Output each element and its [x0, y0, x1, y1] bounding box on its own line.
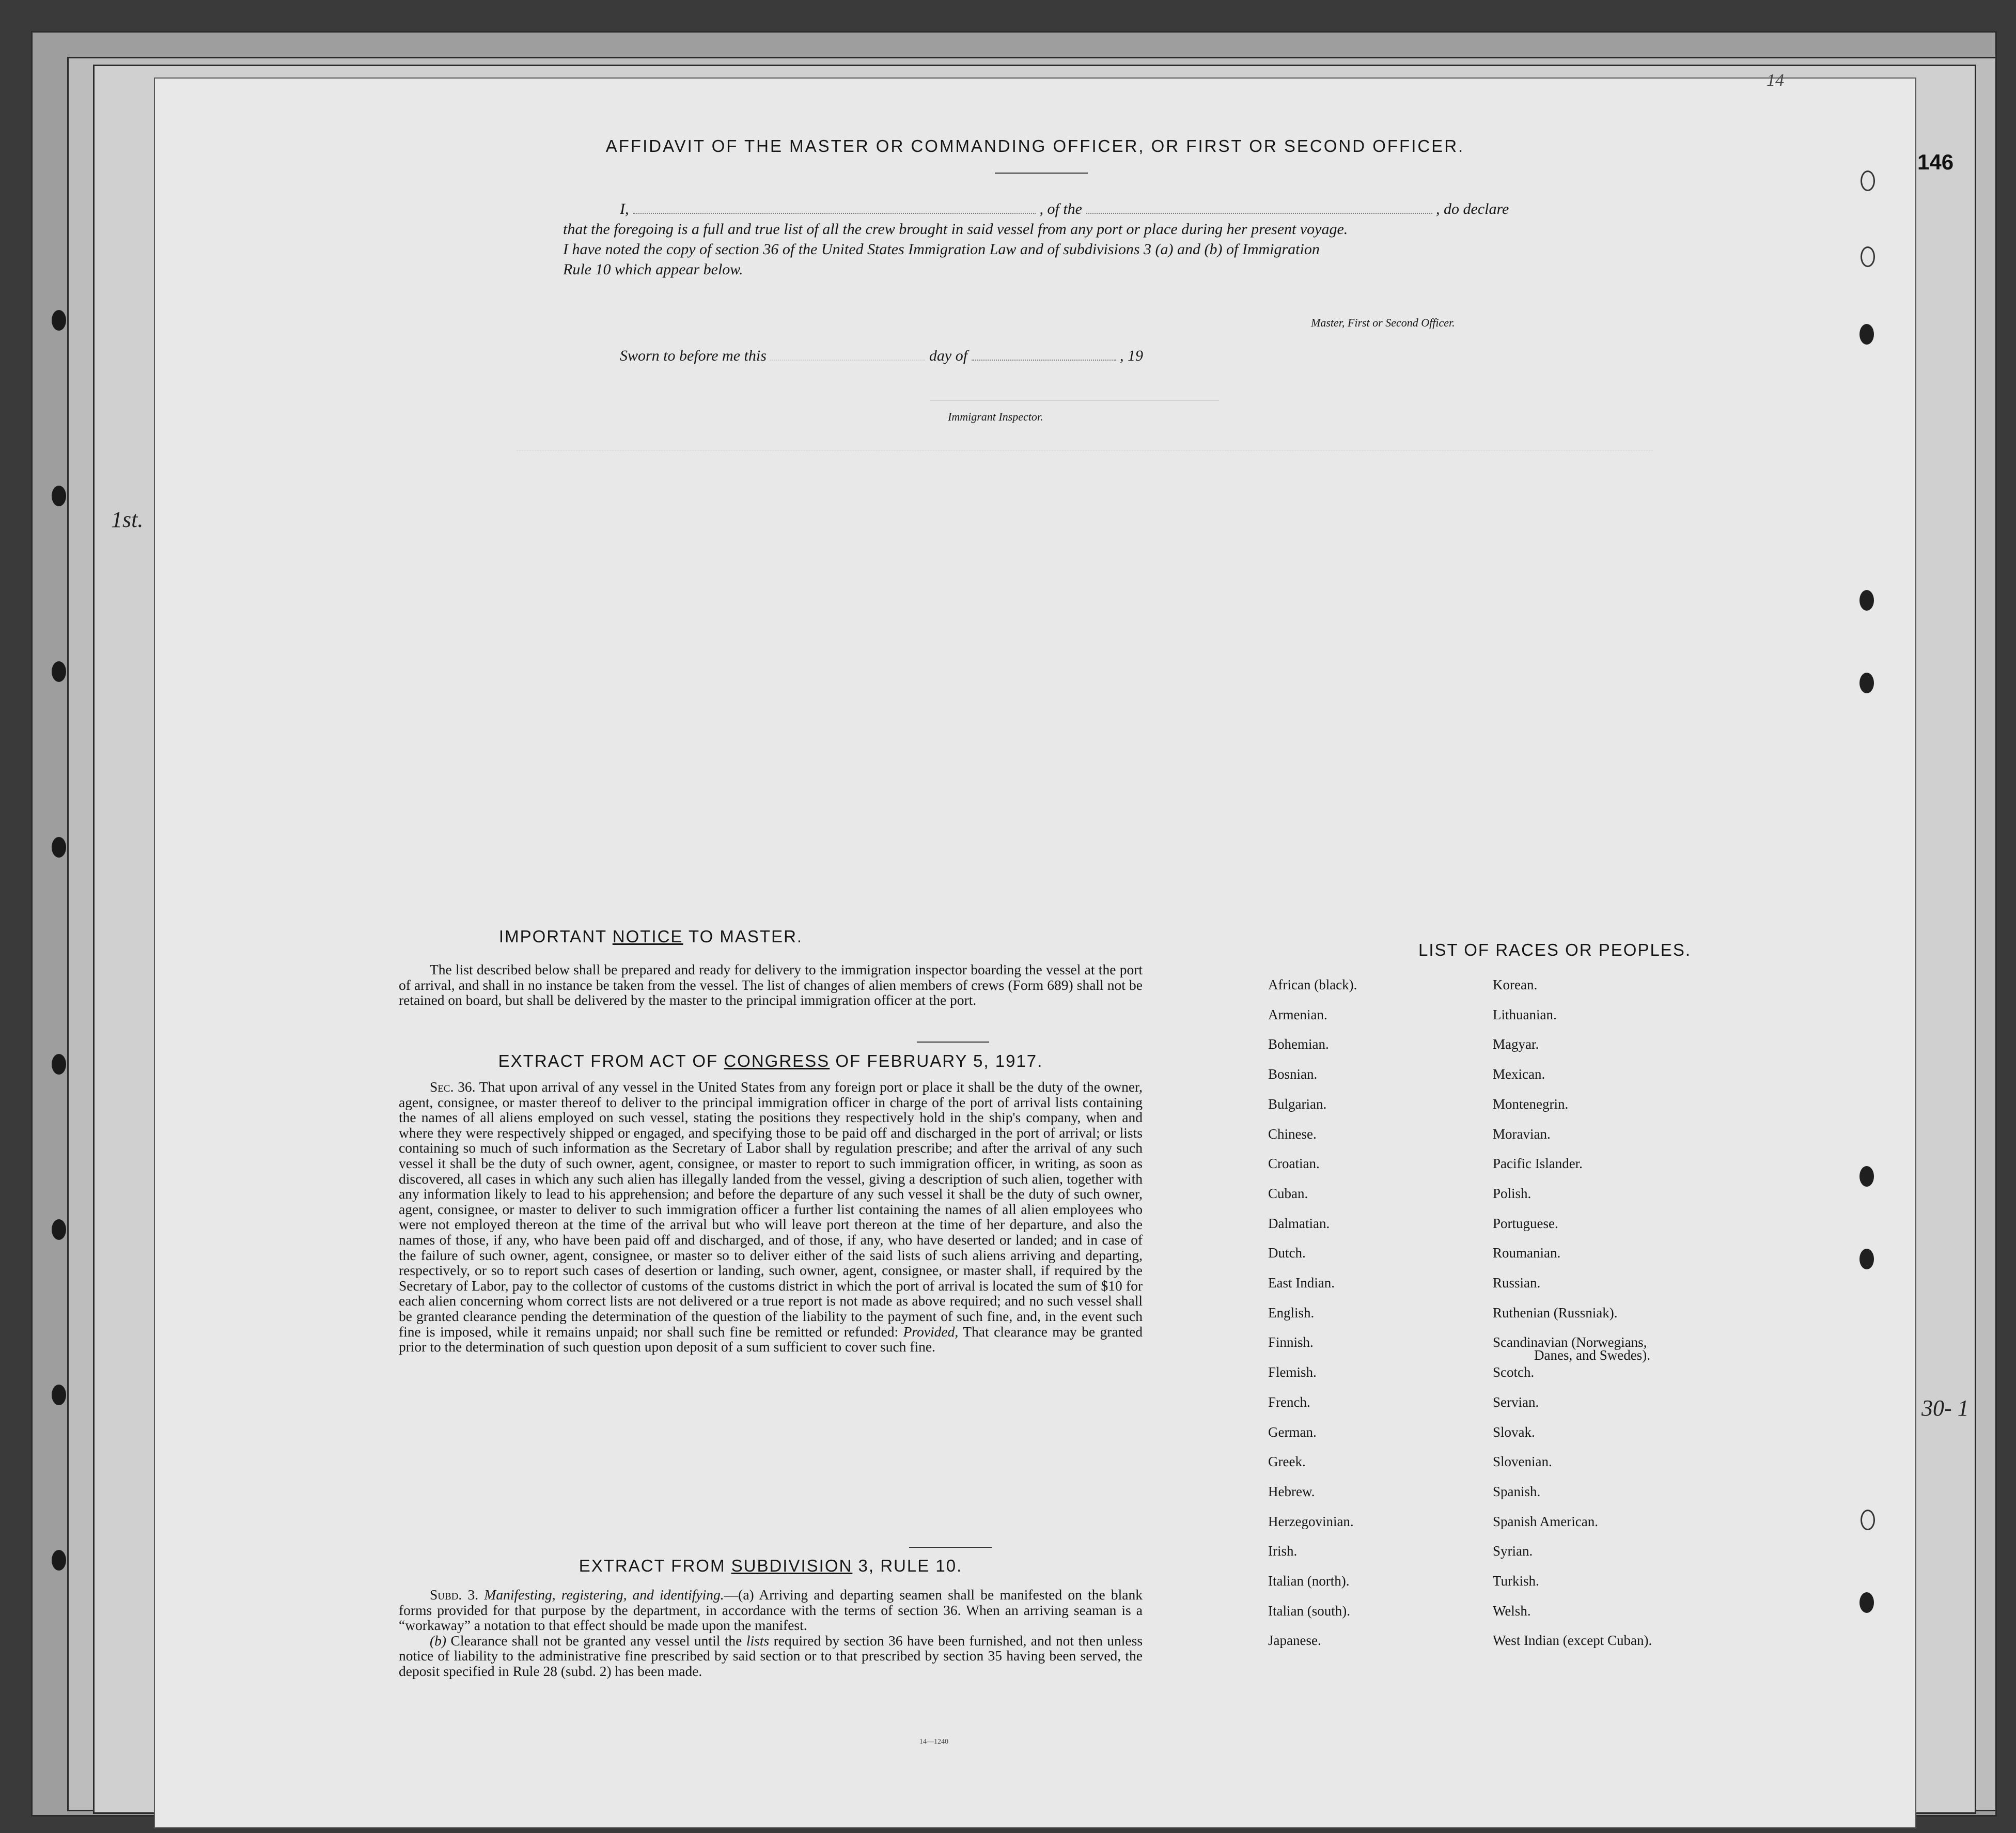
act-title: EXTRACT FROM ACT OF CONGRESS OF FEBRUARY 5, 1917.: [498, 1051, 1043, 1070]
subd-label: Subd. 3.: [430, 1587, 479, 1603]
title-rule: [995, 173, 1088, 174]
races-title: LIST OF RACES OR PEOPLES.: [1418, 940, 1692, 959]
declaration-line-2: that the foregoing is a full and true list of all the crew brought in said vessel from any port or place during her present voyage.: [563, 221, 1348, 238]
race-item: Moravian.: [1493, 1126, 1551, 1142]
affidavit-title: AFFIDAVIT OF THE MASTER OR COMMANDING OFFICER, OR FIRST OR SECOND OFFICER.: [605, 136, 1465, 156]
declaration-of: , of the: [1039, 200, 1082, 218]
race-item: Ruthenian (Russniak).: [1493, 1304, 1618, 1321]
provided-word: Provided,: [903, 1323, 959, 1340]
race-item: Turkish.: [1493, 1573, 1539, 1589]
name-blank: [633, 213, 1036, 214]
race-item: Polish.: [1493, 1185, 1531, 1201]
binding-hole: [52, 661, 66, 682]
race-item: Slovak.: [1493, 1424, 1535, 1440]
sworn-line: [620, 347, 1143, 365]
race-item: Spanish American.: [1493, 1513, 1598, 1529]
binding-hole: [1859, 590, 1874, 611]
race-item: Chinese.: [1268, 1126, 1317, 1142]
race-item: Bulgarian.: [1268, 1096, 1327, 1112]
race-item: Dutch.: [1268, 1245, 1306, 1261]
race-item: Italian (south).: [1268, 1603, 1350, 1619]
binding-hole: [52, 1385, 66, 1405]
act-section-36-text: Sec. 36. That upon arrival of any vessel in the United States from any foreign port or place it shall be the duty of the owner, agent, consignee, or master thereof to deliver to the principal immigration officer in charge of the port of arrival lists containing the names of all aliens employed on such vessel, stating the positions they respectively hold in the ship's company, when and where they were respectively shipped or engaged, and specifying those to be paid off and discharged in the port of arrival; or lists containing so much of such information as the Secretary of Labor shall by regulation prescribe; and after the arrival of any such vessel it shall be the duty of such owner, agent, consignee, or master to report to such immigration officer, in writing, as soon as discovered, all cases in which any such alien has illegally landed from the vessel, giving a description of such alien, together with any information likely to lead to his apprehension; and before the departure of any such vessel it shall be the duty of such owner, agent, consignee, or master to deliver to such immigration officer a further list containing the names of all alien employees who were not employed thereon at the time of the arrival but who will leave port thereon at the time of her departure, and also the names of those, if any, who have been paid off and discharged, and of those, if any, who have deserted or landed; and in case of the failure of such owner, agent, consignee, or master so to deliver either of the said lists of such aliens arriving and departing, respectively, or so to report such cases of desertion or landing, such owner, agent, consignee, or master shall, if required by the Secretary of Labor, pay to the collector of customs of the customs district in which the port of arrival is located the sum of $10 for each alien concerning whom correct lists are not delivered or a true report is not made as above required; and no such vessel shall be granted clearance pending the determination of the question of the liability to the payment of such fine, and, in the event such fine is imposed, while it remains unpaid; nor shall such fine be remitted or refunded: Provided, That clearance may be granted prior to the determination of such question upon deposit of a sum sufficient to cover such fine.: [399, 1079, 1143, 1355]
binding-hole: [52, 310, 66, 331]
race-item: Roumanian.: [1493, 1245, 1561, 1261]
race-item: Servian.: [1493, 1394, 1539, 1410]
race-item: Hebrew.: [1268, 1483, 1315, 1499]
race-item: Mexican.: [1493, 1066, 1545, 1082]
binding-hole: [1861, 170, 1875, 191]
declaration-i: I,: [620, 200, 629, 218]
race-item: French.: [1268, 1394, 1310, 1410]
declaration-line-3: I have noted the copy of section 36 of the United States Immigration Law and of subdivisions 3 (a) and (b) of Immigration: [563, 241, 1320, 258]
page-number-stamp: 146: [1917, 150, 1954, 174]
race-item: Irish.: [1268, 1543, 1298, 1559]
binding-hole: [1861, 1510, 1875, 1530]
sec-label: Sec. 36.: [430, 1079, 476, 1095]
binding-hole: [1859, 324, 1874, 345]
race-item: Armenian.: [1268, 1006, 1327, 1022]
margin-note-right: 30- 1: [1921, 1395, 1969, 1421]
binding-hole: [52, 1219, 66, 1240]
race-item: Flemish.: [1268, 1364, 1317, 1380]
race-item: Lithuanian.: [1493, 1006, 1557, 1022]
declaration-line-4: Rule 10 which appear below.: [563, 261, 743, 278]
race-item: Bohemian.: [1268, 1036, 1329, 1052]
master-signature-label: Master, First or Second Officer.: [1311, 316, 1455, 329]
race-item: Montenegrin.: [1493, 1096, 1569, 1112]
race-item: Cuban.: [1268, 1185, 1308, 1201]
race-item: Portuguese.: [1493, 1215, 1558, 1231]
rule10-title: EXTRACT FROM SUBDIVISION 3, RULE 10.: [579, 1556, 963, 1575]
race-item: Finnish.: [1268, 1334, 1314, 1350]
sworn-text: Sworn to before me this: [620, 347, 767, 364]
race-item: Bosnian.: [1268, 1066, 1318, 1082]
race-item: Spanish.: [1493, 1483, 1541, 1499]
vessel-blank: [1086, 213, 1432, 214]
race-item: Italian (north).: [1268, 1573, 1350, 1589]
binding-hole: [52, 486, 66, 506]
form-number: 14—1240: [919, 1738, 948, 1746]
race-item: Croatian.: [1268, 1156, 1320, 1172]
race-item: German.: [1268, 1424, 1317, 1440]
race-item: Korean.: [1493, 977, 1538, 992]
binding-hole: [1861, 246, 1875, 267]
race-item-continuation: Danes, and Swedes).: [1534, 1347, 1650, 1363]
race-item: Welsh.: [1493, 1603, 1531, 1619]
sworn-day-blank: [770, 360, 925, 361]
day-of-text: day of: [929, 347, 968, 364]
race-item: Syrian.: [1493, 1543, 1533, 1559]
section-rule: [909, 1547, 992, 1548]
race-item: East Indian.: [1268, 1275, 1335, 1291]
race-item: Russian.: [1493, 1275, 1541, 1291]
race-item: English.: [1268, 1304, 1315, 1321]
section-rule: [917, 1042, 989, 1043]
declaration-declare: , do declare: [1436, 200, 1509, 218]
race-item: West Indian (except Cuban).: [1493, 1633, 1652, 1649]
race-item: Pacific Islander.: [1493, 1156, 1583, 1172]
race-item: Herzegovinian.: [1268, 1513, 1354, 1529]
top-right-mark: 14: [1767, 71, 1784, 90]
binding-hole: [52, 1054, 66, 1075]
binding-hole: [1859, 673, 1874, 693]
inspector-signature-label: Immigrant Inspector.: [948, 410, 1043, 423]
race-item: Dalmatian.: [1268, 1215, 1330, 1231]
rule10-text: Subd. 3. Manifesting, registering, and identifying.—(a) Arriving and departing seamen shall be manifested on the blank forms provided for that purpose by the department, in accordance with the terms of section 36. When an arriving seaman is a “workaway” a notation to that effect should be made upon the manifest. (b) Clearance shall not be granted any vessel until the lists required by section 36 have been furnished, and not then unless notice of liability to the administrative fine prescribed by said section or to that prescribed by section 35 having been served, the deposit specified in Rule 28 (subd. 2) has been made.: [399, 1587, 1143, 1679]
affidavit-page: [154, 71, 1916, 1828]
year-text: , 19: [1120, 347, 1144, 364]
race-item: Greek.: [1268, 1454, 1306, 1470]
binding-hole: [1859, 1249, 1874, 1269]
binding-hole: [52, 837, 66, 858]
subd-heading: Manifesting, registering, and identifying.: [484, 1587, 724, 1603]
notice-title: IMPORTANT NOTICE TO MASTER.: [498, 927, 803, 946]
binding-hole: [52, 1550, 66, 1571]
race-item: Japanese.: [1268, 1633, 1321, 1649]
binding-hole: [1859, 1592, 1874, 1613]
race-item: Scandinavian (Norwegians,: [1493, 1334, 1647, 1350]
margin-note-left: 1st.: [111, 507, 144, 532]
month-blank: [972, 360, 1116, 361]
race-item: Magyar.: [1493, 1036, 1539, 1052]
race-item: Scotch.: [1493, 1364, 1535, 1380]
race-item: African (black).: [1268, 977, 1357, 992]
declaration-line-1: [620, 200, 1509, 218]
binding-hole: [1859, 1166, 1874, 1187]
race-item: Slovenian.: [1493, 1454, 1552, 1470]
notice-text: The list described below shall be prepared and ready for delivery to the immigration inspector boarding the vessel at the port of arrival, and shall in no instance be taken from the vessel. The list of changes of alien members of crews (Form 689) shall not be retained on board, but shall be delivered by the master to the principal immigration officer at the port.: [399, 961, 1143, 1008]
